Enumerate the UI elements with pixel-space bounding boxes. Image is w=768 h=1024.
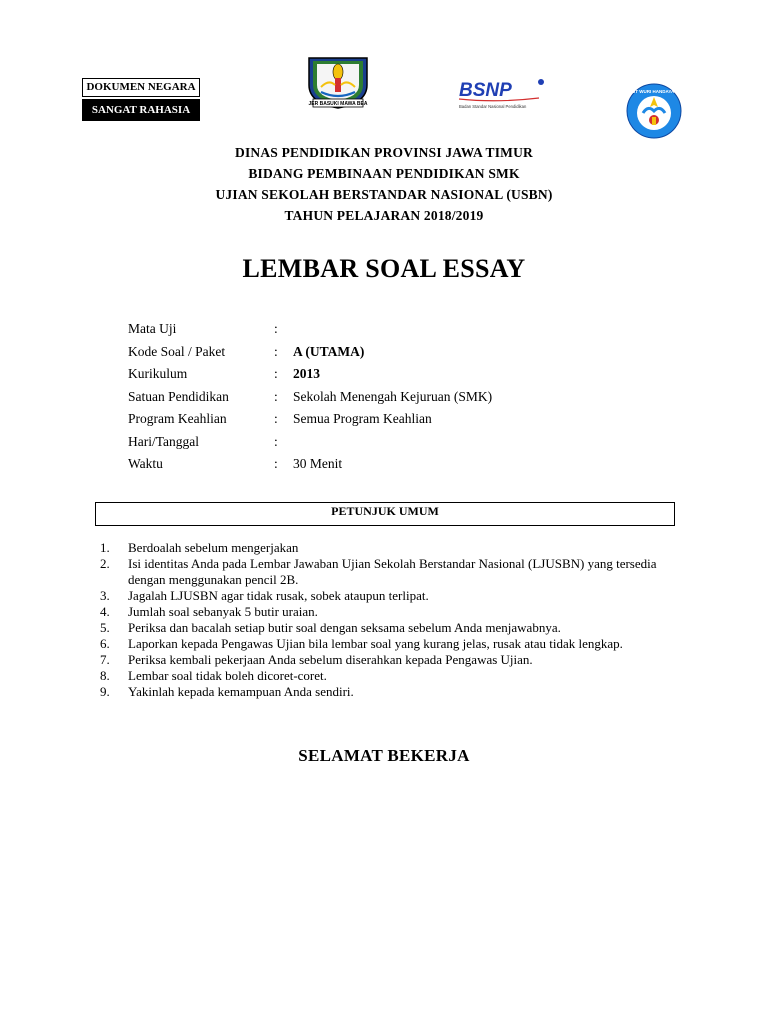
list-item-number: 3. (100, 588, 110, 603)
info-separator: : (274, 388, 278, 404)
list-item-number: 5. (100, 620, 110, 635)
list-item-text: Periksa dan bacalah setiap butir soal dengan seksama sebelum Anda menjawabnya. (128, 620, 561, 635)
info-separator: : (274, 343, 278, 359)
info-key: Hari/Tanggal (128, 433, 200, 449)
info-separator: : (274, 433, 278, 449)
list-item (100, 668, 680, 684)
info-separator: : (274, 366, 278, 381)
info-row-program (128, 408, 492, 431)
general-instructions-box (95, 502, 675, 526)
list-item (100, 588, 680, 604)
header-line-division: BIDANG PEMBINAAN PENDIDIKAN SMK (248, 166, 520, 181)
list-item-text: Periksa kembali pekerjaan Anda sebelum diserahkan kepada Pengawas Ujian. (128, 652, 533, 667)
info-row-package (128, 341, 492, 364)
info-row-date (128, 431, 492, 454)
exam-info-table (128, 318, 492, 476)
tut-wuri-handayani-logo (626, 83, 682, 139)
list-item (100, 684, 680, 700)
secrecy-label: SANGAT RAHASIA (82, 99, 200, 121)
list-item-text: Yakinlah kepada kemampuan Anda sendiri. (128, 684, 354, 699)
document-title: LEMBAR SOAL ESSAY (242, 254, 526, 283)
list-item-number: 1. (100, 540, 110, 555)
list-item-number: 8. (100, 668, 110, 683)
info-value: A (UTAMA) (293, 343, 365, 359)
bsnp-logo (457, 78, 547, 110)
list-item-number: 6. (100, 636, 110, 651)
jatim-emblem-logo (303, 55, 373, 110)
list-item-number: 7. (100, 652, 110, 667)
list-item (100, 556, 680, 588)
institution-header (0, 142, 768, 226)
general-instructions-title: PETUNJUK UMUM (331, 504, 439, 518)
list-item-text: Lembar soal tidak boleh dicoret-coret. (128, 668, 327, 683)
info-key: Mata Uji (128, 321, 177, 336)
info-row-school-unit (128, 386, 492, 409)
list-item (100, 604, 680, 620)
info-key: Kode Soal / Paket (128, 343, 226, 359)
info-value: 2013 (293, 366, 320, 381)
classification-block (82, 78, 200, 121)
header-line-agency: DINAS PENDIDIKAN PROVINSI JAWA TIMUR (235, 145, 533, 160)
info-key: Program Keahlian (128, 411, 227, 426)
list-item (100, 636, 680, 652)
info-row-curriculum (128, 363, 492, 386)
bsnp-wordmark: BSNP (459, 80, 512, 101)
info-row-subject (128, 318, 492, 341)
kemdik-motto: TUT WURI HANDAYANI (629, 89, 679, 94)
info-separator: : (274, 411, 278, 426)
list-item-text: Jagalah LJUSBN agar tidak rusak, sobek ataupun terlipat. (128, 588, 429, 603)
list-item-text: Isi identitas Anda pada Lembar Jawaban Ujian Sekolah Berstandar Nasional (LJUSBN) yang tersedia dengan menggunakan pencil 2B. (128, 556, 657, 587)
bsnp-subtext: Badan Standar Nasional Pendidikan (459, 104, 527, 109)
list-item (100, 620, 680, 636)
info-value: Semua Program Keahlian (293, 411, 432, 426)
info-key: Satuan Pendidikan (128, 388, 229, 404)
list-item-text: Berdoalah sebelum mengerjakan (128, 540, 299, 555)
info-separator: : (274, 321, 278, 336)
list-item (100, 652, 680, 668)
info-value: Sekolah Menengah Kejuruan (SMK) (293, 388, 493, 404)
list-item-number: 2. (100, 556, 110, 571)
header-line-year: TAHUN PELAJARAN 2018/2019 (284, 208, 484, 223)
list-item-number: 9. (100, 684, 110, 699)
info-value: 30 Menit (293, 456, 343, 471)
info-separator: : (274, 456, 278, 471)
list-item-text: Laporkan kepada Pengawas Ujian bila lembar soal yang kurang jelas, rusak atau tidak lengkap. (128, 636, 623, 651)
instructions-list (100, 540, 680, 700)
list-item-number: 4. (100, 604, 110, 619)
document-type-label: DOKUMEN NEGARA (82, 78, 200, 97)
info-row-duration (128, 453, 492, 476)
header-line-exam: UJIAN SEKOLAH BERSTANDAR NASIONAL (USBN) (215, 187, 553, 202)
info-key: Waktu (128, 456, 163, 471)
info-key: Kurikulum (128, 366, 188, 381)
jatim-motto: JER BASUKI MAWA BEA (308, 101, 368, 107)
list-item-text: Jumlah soal sebanyak 5 butir uraian. (128, 604, 318, 619)
list-item (100, 540, 680, 556)
closing-message: SELAMAT BEKERJA (298, 746, 470, 765)
